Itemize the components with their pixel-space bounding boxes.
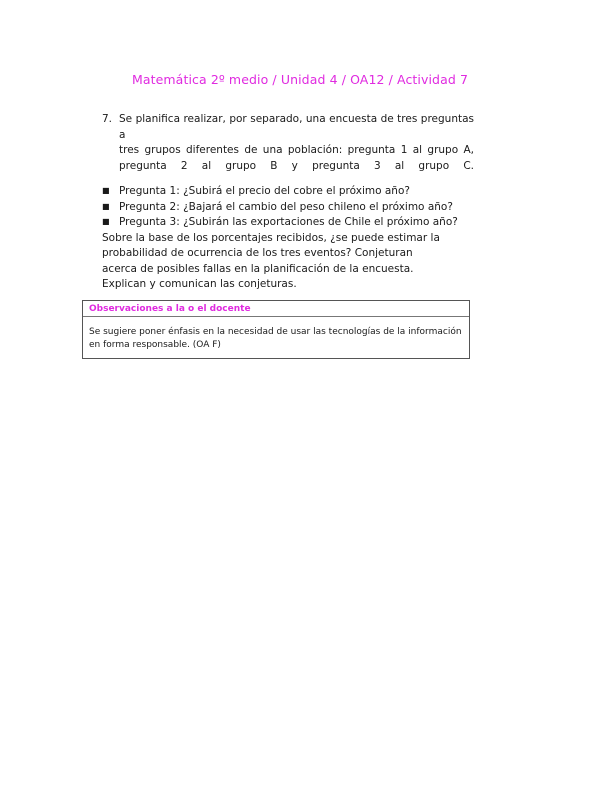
question-line: tres grupos diferentes de una población: pregunta 1 al grupo A, bbox=[119, 144, 474, 156]
question-line: Se planifica realizar, por separado, una encuesta de tres preguntas a bbox=[119, 113, 474, 141]
list-item bbox=[102, 200, 474, 216]
list-item-text: Pregunta 3: ¿Subirán las exportaciones de Chile el próximo año? bbox=[119, 216, 458, 228]
question-number: 7. bbox=[102, 113, 113, 125]
teacher-notes-title: Observaciones a la o el docente bbox=[83, 303, 469, 317]
activity-paragraph: Sobre la base de los porcentajes recibidos, ¿se puede estimar la probabilidad de ocurrencia de los tres eventos? Conjeturan acerca de posibles fallas en la planificación de la encuesta. Explican y comunican las conjeturas. bbox=[102, 231, 440, 290]
list-item-text: Pregunta 1: ¿Subirá el precio del cobre el próximo año? bbox=[119, 185, 410, 197]
teacher-notes-box bbox=[82, 300, 470, 359]
activity-section bbox=[102, 112, 474, 293]
question-line: pregunta 2 al grupo B y pregunta 3 al grupo C. bbox=[119, 159, 474, 172]
bullet-icon: ■ bbox=[102, 201, 110, 211]
bullet-icon: ■ bbox=[102, 217, 110, 226]
teacher-notes-text: Se sugiere poner énfasis en la necesidad de usar las tecnologías de la información en forma responsable. (OA F) bbox=[89, 327, 462, 350]
list-item bbox=[102, 184, 474, 200]
list-item-text: Pregunta 2: ¿Bajará el cambio del peso chileno el próximo año? bbox=[119, 200, 453, 213]
question-text bbox=[119, 112, 474, 174]
question-item bbox=[102, 112, 474, 174]
page-title: Matemática 2º medio / Unidad 4 / OA12 / Actividad 7 bbox=[131, 72, 469, 87]
bullet-icon: ■ bbox=[102, 186, 110, 195]
list-item bbox=[102, 215, 474, 231]
question-list bbox=[102, 184, 474, 231]
